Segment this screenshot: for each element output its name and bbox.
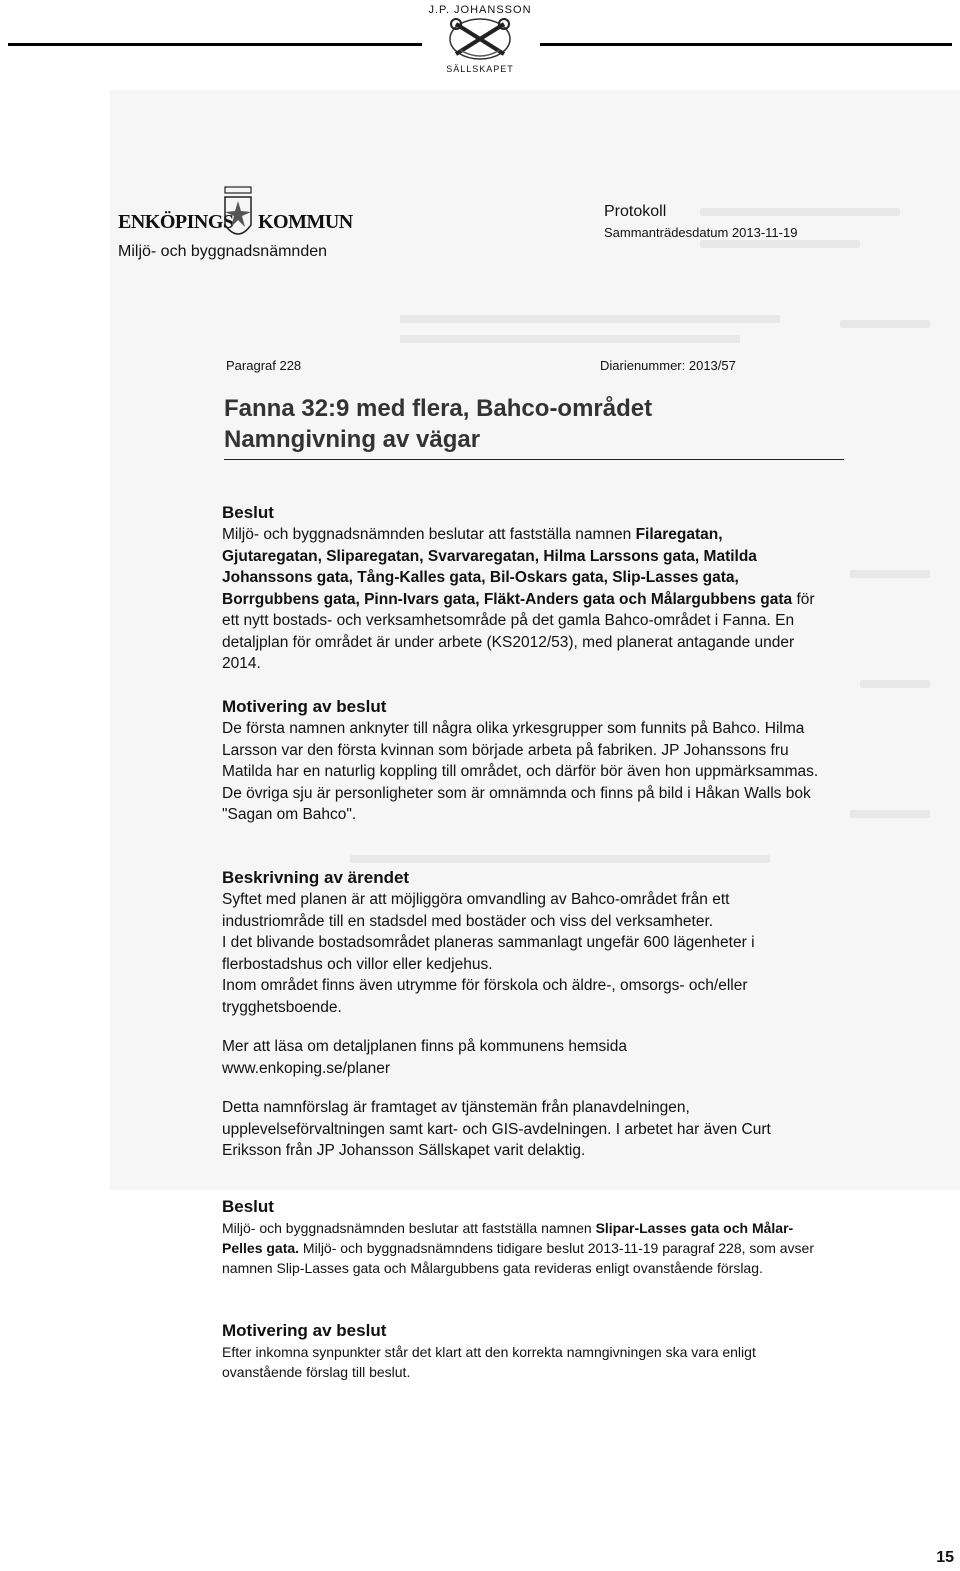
decision-street-names: Filaregatan, Gjutaregatan, Sliparegatan, Svarvaregatan, Hilma Larssons gata, Matilda Johanssons gata, Tång-Kalles gata, Bil-Oskars gata, Slip-Lasses gata, Borrgubbens gata, Pinn-Ivars gata, Fläkt-Anders gata och Målargubbens gata: [222, 526, 793, 608]
revised-decision-section: [222, 1196, 822, 1278]
description-heading: Beskrivning av ärendet: [222, 868, 410, 887]
diary-number: Diarienummer: 2013/57: [600, 358, 736, 373]
bleed-through: [850, 810, 930, 818]
bleed-through: [860, 680, 930, 688]
bleed-through: [400, 335, 740, 343]
description-section: [222, 867, 822, 1162]
document-type: Protokoll: [604, 203, 667, 220]
motivation-section: [222, 696, 822, 826]
revised-decision-rest: Miljö- och byggnadsnämndens tidigare beslut 2013-11-19 paragraf 228, som avser namnen Slip-Lasses gata och Målargubbens gata revideras enligt ovanstående förslag.: [222, 1240, 814, 1276]
department-name: Miljö- och byggnadsnämnden: [118, 243, 328, 260]
description-line-2: I det blivande bostadsområdet planeras sammanlagt ungefär 600 lägenheter i flerbostadshus och villor eller kedjehus.: [222, 934, 755, 973]
banner-rule-left: [8, 43, 422, 46]
coat-of-arms-icon: [221, 185, 255, 245]
revised-motivation-section: [222, 1320, 822, 1382]
bleed-through: [700, 208, 900, 216]
title-line-1: Fanna 32:9 med flera, Bahco-området: [224, 395, 653, 422]
revised-motivation-text: Efter inkomna synpunkter står det klart att den korrekta namngivningen ska vara enligt ovanstående förslag till beslut.: [222, 1344, 756, 1380]
paragraph-number: Paragraf 228: [226, 358, 302, 373]
description-line-3: Inom området finns även utrymme för förskola och äldre-, omsorgs- och/eller trygghetsboende.: [222, 977, 748, 1016]
crossed-wrenches-icon: [440, 14, 520, 64]
bleed-through: [840, 320, 930, 328]
revised-decision-text: [222, 1218, 822, 1278]
decision-heading: Beslut: [222, 503, 274, 522]
revised-decision-heading: Beslut: [222, 1197, 274, 1216]
seal-bottom-text: SÄLLSKAPET: [446, 64, 514, 74]
bleed-through: [850, 570, 930, 578]
revised-street-names: Slipar-Lasses gata och Målar-Pelles gata.: [222, 1220, 794, 1256]
document-title: [224, 393, 844, 460]
motivation-heading: Motivering av beslut: [222, 697, 387, 716]
read-more-text: Mer att läsa om detaljplanen finns på kommunens hemsida: [222, 1038, 627, 1055]
decision-section: [222, 502, 822, 675]
society-seal: [420, 0, 540, 82]
revised-decision-intro: Miljö- och byggnadsnämnden beslutar att fastställa namnen: [222, 1220, 596, 1236]
logo-right-text: KOMMUN: [258, 211, 353, 233]
meeting-date: Sammanträdesdatum 2013-11-19: [604, 225, 798, 240]
description-line-1: Syftet med planen är att möjliggöra omvandling av Bahco-området från ett industriområde till en stadsdel med bostäder och viss del verksamheter.: [222, 891, 730, 930]
decision-intro: Miljö- och byggnadsnämnden beslutar att fastställa namnen: [222, 526, 636, 543]
seal-top-text: J.P. JOHANSSON: [428, 4, 532, 16]
plan-url: www.enkoping.se/planer: [222, 1059, 391, 1077]
logo-left-text: ENKÖPINGS: [118, 211, 234, 233]
bleed-through: [400, 315, 780, 323]
title-line-2: Namngivning av vägar: [224, 426, 481, 453]
decision-text: [222, 524, 822, 675]
revised-motivation-heading: Motivering av beslut: [222, 1321, 387, 1340]
motivation-text: De första namnen anknyter till några olika yrkesgrupper som funnits på Bahco. Hilma Larsson var den första kvinnan som började arbeta på fabriken. JP Johanssons fru Matilda har en naturlig koppling till området, och därför bör även hon uppmärksammas. De övriga sju är personligheter som är omnämnda och finns på bild i Håkan Walls bok "Sagan om Bahco".: [222, 720, 819, 823]
decision-rest: för ett nytt bostads- och verksamhetsområde på det gamla Bahco-området i Fanna. En detaljplan för området är under arbete (KS2012/53), med planerat antagande under 2014.: [222, 590, 815, 672]
bleed-through: [700, 240, 860, 248]
page-number: 15: [936, 1549, 954, 1566]
banner-rule-right: [540, 43, 952, 46]
municipality-logo: [118, 185, 418, 260]
credits-text: Detta namnförslag är framtaget av tjänstemän från planavdelningen, upplevelseförvaltningen samt kart- och GIS-avdelningen. I arbetet har även Curt Eriksson från JP Johansson Sällskapet varit delaktig.: [222, 1099, 771, 1159]
bleed-through: [350, 855, 770, 863]
